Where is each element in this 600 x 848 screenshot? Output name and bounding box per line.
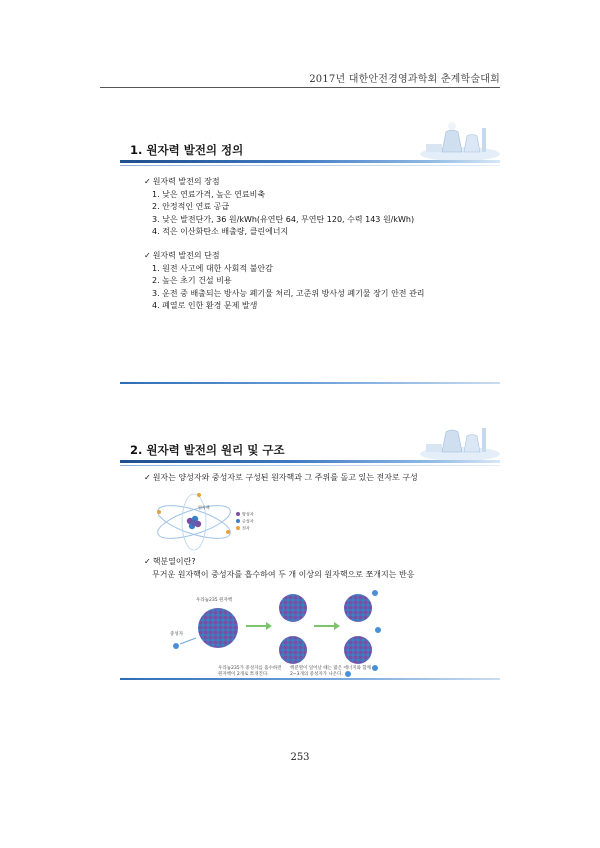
- neutron-label: 중성자: [170, 632, 184, 637]
- atom-description: [144, 472, 418, 485]
- advantages-section: [144, 176, 414, 239]
- atom-text: 원자는 양성자와 중성자로 구성된 원자핵과 그 주위를 돌고 있는 전자로 구성: [152, 473, 418, 482]
- caption-left-line2: 원자핵이 2개로 쪼개진다.: [218, 672, 269, 677]
- slide-title: 2. 원자력 발전의 원리 및 구조: [130, 443, 285, 457]
- list-item: 4. 적은 이산화탄소 배출량, 클린에너지: [152, 227, 289, 236]
- list-item: 3. 운전 중 배출되는 방사능 폐기물 처리, 고준위 방사성 폐기물 장기 안전 관리: [152, 288, 425, 298]
- title-underline-thin: [120, 465, 500, 466]
- nucleus-label: 원자핵: [198, 505, 210, 510]
- slide-principle: [120, 420, 500, 682]
- running-header: 2017년 대한안전경영과학회 춘계학술대회: [309, 74, 500, 85]
- caption-right: [290, 666, 371, 678]
- list-item: 2. 안정적인 연료 공급: [152, 202, 230, 211]
- fission-section: [144, 556, 414, 581]
- slide-title: 1. 원자력 발전의 정의: [130, 143, 244, 157]
- check-icon: ✓: [144, 473, 151, 482]
- slide-bottom-rule: [120, 678, 500, 680]
- check-icon: ✓: [144, 251, 151, 260]
- fission-diagram: [168, 590, 383, 682]
- power-plant-icon: [412, 420, 500, 464]
- power-plant-icon: [412, 120, 500, 164]
- caption-right-line2: 2~3개의 중성자가 나온다.: [290, 672, 343, 677]
- legend-neutron: 중성자: [242, 518, 254, 524]
- check-icon: ✓: [144, 557, 151, 566]
- list-item: 1. 원전 사고에 대한 사회적 불안감: [152, 263, 273, 273]
- list-item: 3. 낮은 발전단가, 36 원/kWh(유연탄 64, 무연탄 120, 수력 143 원/kWh): [152, 214, 415, 224]
- caption-left: [218, 666, 282, 678]
- slide-definition: [120, 120, 500, 390]
- header-rule: [100, 87, 500, 88]
- list-item: 1. 낮은 연료가격, 높은 연료비축: [152, 189, 266, 199]
- legend-proton: 양성자: [242, 511, 254, 517]
- legend-electron: 전자: [242, 525, 250, 531]
- disadvantages-heading: 원자력 발전의 단점: [152, 251, 220, 260]
- slide-bottom-rule: [120, 382, 500, 384]
- check-icon: ✓: [144, 177, 151, 186]
- title-underline: [120, 160, 500, 163]
- caption-right-line1: 핵분열이 일어날 때는 많은 에너지와 함께: [290, 666, 372, 671]
- atom-diagram: [154, 492, 274, 552]
- disadvantages-section: [144, 250, 425, 313]
- list-item: 2. 높은 초기 건설 비용: [152, 276, 232, 285]
- caption-left-line1: 우라늄235가 중성자를 흡수하면: [218, 666, 282, 671]
- advantages-heading: 원자력 발전의 장점: [152, 177, 220, 186]
- title-underline-thin: [120, 165, 500, 166]
- fission-description: 무거운 원자핵이 중성자를 흡수하여 두 개 이상의 원자핵으로 쪼개지는 반응: [152, 569, 415, 579]
- page-number: 253: [290, 752, 310, 763]
- u235-label: 우라늄235 원자핵: [196, 598, 233, 603]
- fission-heading: 핵분열이란?: [152, 557, 196, 566]
- list-item: 4. 폐열로 인한 환경 문제 발생: [152, 301, 258, 310]
- title-underline: [120, 460, 500, 463]
